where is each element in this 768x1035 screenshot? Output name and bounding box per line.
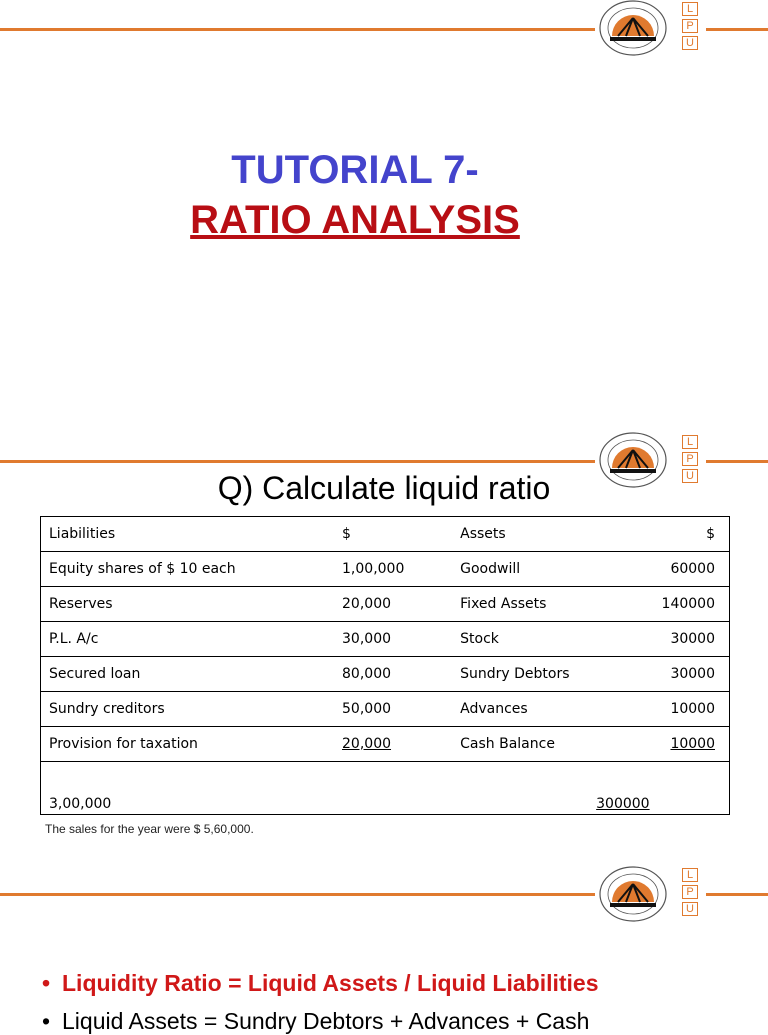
- lpu-letters-logo: [682, 868, 698, 919]
- table-cell: 30,000: [312, 622, 446, 657]
- bullet-dot-icon: •: [42, 1008, 51, 1034]
- table-cell: Fixed Assets: [446, 587, 626, 622]
- header-divider-line: [706, 28, 768, 31]
- table-cell: Sundry creditors: [41, 692, 313, 727]
- logo-letter: U: [682, 36, 698, 50]
- table-cell: 30000: [626, 622, 730, 657]
- logo-letter: L: [682, 868, 698, 882]
- table-cell: Reserves: [41, 587, 313, 622]
- header-divider-line: [706, 893, 768, 896]
- table-cell: Provision for taxation: [41, 727, 313, 762]
- table-cell: 80,000: [312, 657, 446, 692]
- balance-sheet-table: [40, 516, 730, 815]
- bullet-item: [42, 970, 599, 997]
- bullet-dot-icon: •: [42, 970, 51, 996]
- table-cell: P.L. A/c: [41, 622, 313, 657]
- table-row: [41, 552, 730, 587]
- table-cell: 20,000: [312, 727, 446, 762]
- table-cell: $: [626, 517, 730, 552]
- header-divider-line: [706, 460, 768, 463]
- lpu-letters-logo: [682, 2, 698, 53]
- table-cell: Goodwill: [446, 552, 626, 587]
- bullet-item: [42, 1008, 589, 1035]
- table-cell: Assets: [446, 517, 626, 552]
- table-cell: Liabilities: [41, 517, 313, 552]
- university-seal-logo: [598, 0, 668, 60]
- table-cell: 1,00,000: [312, 552, 446, 587]
- header-divider-line: [0, 460, 595, 463]
- table-cell: 30000: [626, 657, 730, 692]
- sales-note: The sales for the year were $ 5,60,000.: [45, 822, 254, 836]
- logo-letter: L: [682, 435, 698, 449]
- logo-letter: P: [682, 885, 698, 899]
- logo-letter: U: [682, 469, 698, 483]
- logo-letter: L: [682, 2, 698, 16]
- table-header-row: [41, 517, 730, 552]
- table-row: [41, 587, 730, 622]
- logo-letter: P: [682, 19, 698, 33]
- logo-letter: U: [682, 902, 698, 916]
- table-row: [41, 727, 730, 762]
- table-totals-row: [41, 762, 730, 815]
- bullet-text: Liquid Assets = Sundry Debtors + Advances + Cash: [62, 1008, 590, 1034]
- table-cell: 140000: [626, 587, 730, 622]
- table-cell: 300000: [446, 762, 729, 815]
- table-cell: Stock: [446, 622, 626, 657]
- table-cell: 20,000: [312, 587, 446, 622]
- table-cell: $: [312, 517, 446, 552]
- table-row: [41, 692, 730, 727]
- table-cell: 50,000: [312, 692, 446, 727]
- table-cell: 60000: [626, 552, 730, 587]
- header-divider-line: [0, 28, 595, 31]
- table-row: [41, 657, 730, 692]
- header-divider-line: [0, 893, 595, 896]
- table-cell: Equity shares of $ 10 each: [41, 552, 313, 587]
- bullet-text: Liquidity Ratio = Liquid Assets / Liquid Liabilities: [62, 970, 599, 996]
- table-cell: 10000: [626, 692, 730, 727]
- table-cell: Secured loan: [41, 657, 313, 692]
- table-cell: Sundry Debtors: [446, 657, 626, 692]
- slide-title-line-1: TUTORIAL 7-: [231, 148, 479, 192]
- table-cell: Advances: [446, 692, 626, 727]
- table-row: [41, 622, 730, 657]
- logo-letter: P: [682, 452, 698, 466]
- table-cell: 10000: [626, 727, 730, 762]
- university-seal-logo: [598, 866, 668, 926]
- question-heading: Q) Calculate liquid ratio: [217, 470, 551, 506]
- table-cell: Cash Balance: [446, 727, 626, 762]
- slide-title-line-2: RATIO ANALYSIS: [190, 198, 520, 242]
- table-cell: 3,00,000: [41, 762, 447, 815]
